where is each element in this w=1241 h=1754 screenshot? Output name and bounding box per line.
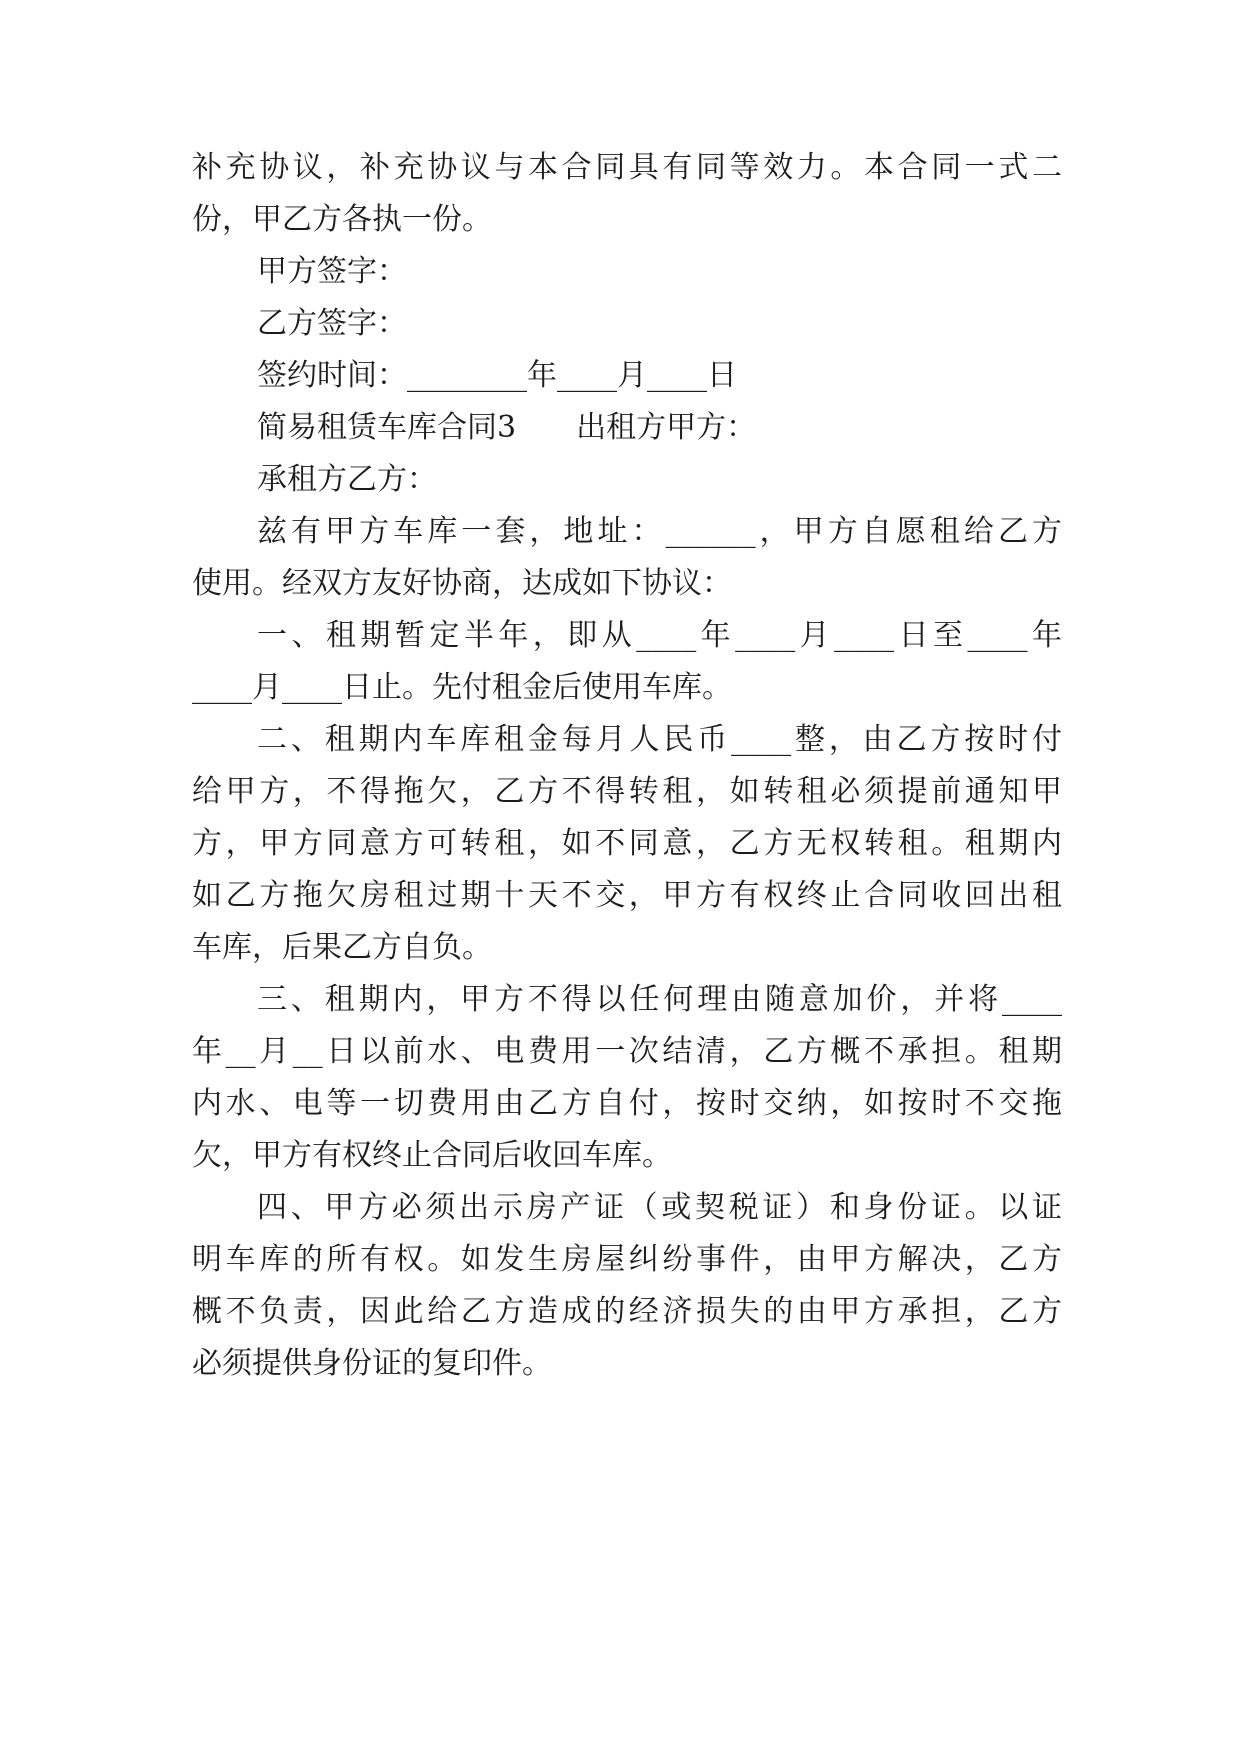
text-line: 如乙方拖欠房租过期十天不交，甲方有权终止合同收回出租 xyxy=(192,878,1062,913)
text-line: 必须提供身份证的复印件。 xyxy=(192,1346,552,1381)
signature-line-party-a: 甲方签字： xyxy=(257,254,407,289)
clause-2-line: 二、租期内车库租金每月人民币____整，由乙方按时付 xyxy=(257,722,1062,757)
text-line: 内水、电等一切费用由乙方自付，按时交纳，如按时不交拖 xyxy=(192,1086,1062,1121)
lessee-line: 承租方乙方： xyxy=(257,462,437,497)
text-line: 补充协议，补充协议与本合同具有同等效力。本合同一式二 xyxy=(192,150,1062,185)
text-line: 份，甲乙方各执一份。 xyxy=(192,202,492,237)
clause-1-line: 一、租期暂定半年，即从____年____月____日至____年 xyxy=(257,618,1062,653)
text-line: 使用。经双方友好协商，达成如下协议： xyxy=(192,566,732,601)
text-line: 兹有甲方车库一套，地址：______，甲方自愿租给乙方 xyxy=(257,514,1062,549)
signing-date-line: 签约时间：________年____月____日 xyxy=(257,358,737,393)
text-line: 年__月__日以前水、电费用一次结清，乙方概不承担。租期 xyxy=(192,1034,1062,1069)
text-line: 欠，甲方有权终止合同后收回车库。 xyxy=(192,1138,672,1173)
contract-heading-line: 简易租赁车库合同3 出租方甲方： xyxy=(257,410,757,445)
text-line: 给甲方，不得拖欠，乙方不得转租，如转租必须提前通知甲 xyxy=(192,774,1062,809)
text-line: 车库，后果乙方自负。 xyxy=(192,930,492,965)
text-line: 概不负责，因此给乙方造成的经济损失的由甲方承担，乙方 xyxy=(192,1294,1062,1329)
text-line: 明车库的所有权。如发生房屋纠纷事件，由甲方解决，乙方 xyxy=(192,1242,1062,1277)
clause-3-line: 三、租期内，甲方不得以任何理由随意加价，并将____ xyxy=(257,982,1062,1017)
signature-line-party-b: 乙方签字： xyxy=(257,306,407,341)
clause-4-line: 四、甲方必须出示房产证（或契税证）和身份证。以证 xyxy=(257,1190,1062,1225)
text-line: ____月____日止。先付租金后使用车库。 xyxy=(192,670,732,705)
text-line: 方，甲方同意方可转租，如不同意，乙方无权转租。租期内 xyxy=(192,826,1062,861)
